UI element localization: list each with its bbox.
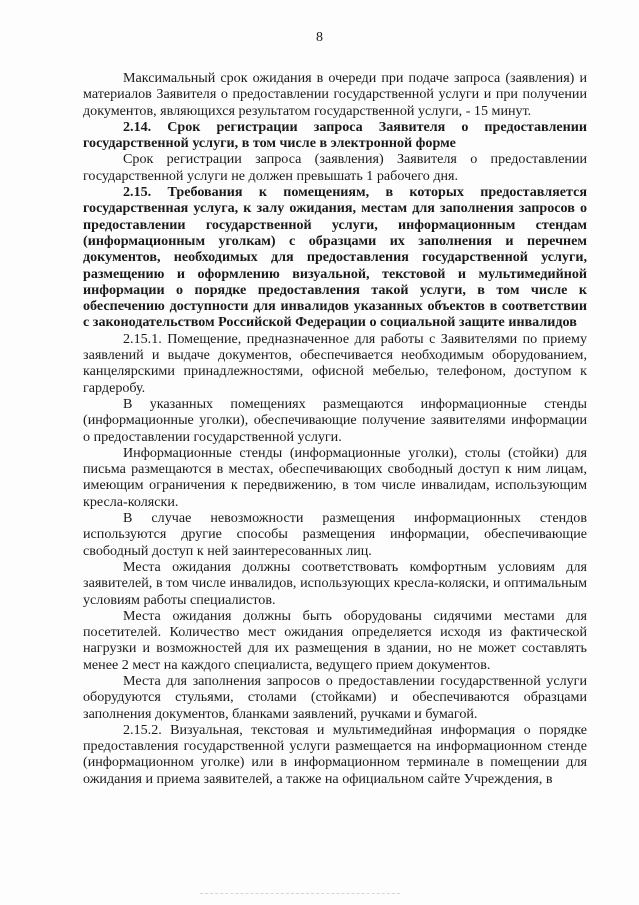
paragraph-waiting-seats: Места ожидания должны быть оборудованы сидячими местами для посетителей. Количество мест ожидания определяется исходя из фактической нагрузки и возможностей для их размещения в здании, но не может составлять менее 2 мест на каждого специалиста, ведущего прием документов. (83, 607, 587, 673)
paragraph-filling-places: Места для заполнения запросов о предоставлении государственной услуги оборудуются стульями, столами (стойками) и обеспечиваются образцами заполнения документов, бланками заявлений, ручками и бумагой. (83, 672, 587, 722)
heading-2-15: 2.15. Требования к помещениям, в которых предоставляется государственная услуга, к залу ожидания, местам для заполнения запросов о предоставлении государственной услуги, информационным стендам (информационным уголкам) с образцами их заполнения и перечнем документов, необходимых для предоставления государственной услуги, размещению и оформлению визуальной, текстовой и мультимедийной информации о порядке предоставления такой услуги, в том числе к обеспечению доступности для инвалидов указанных объектов в соответствии с законодательством Российской Федерации о социальной защите инвалидов (83, 184, 587, 331)
paragraph-max-wait-time: Максимальный срок ожидания в очереди при подаче запроса (заявления) и материалов Заявителя о предоставлении государственной услуги и при получении документов, являющихся результатом государственной услуги, - 15 минут. (83, 70, 587, 119)
scan-artifact-line (200, 893, 400, 898)
document-body (83, 70, 587, 787)
page-number: 8 (316, 30, 323, 45)
paragraph-info-stands: В указанных помещениях размещаются информационные стенды (информационные уголки), обеспечивающие получение заявителями информации о предоставлении государственной услуги. (83, 395, 587, 445)
paragraph-2-15-1: 2.15.1. Помещение, предназначенное для работы с Заявителями по приему заявлений и выдаче документов, обеспечивается необходимым оборудованием, канцелярскими принадлежностями, офисной мебелью, телефоном, доступом к гардеробу. (83, 330, 587, 396)
paragraph-registration-term: Срок регистрации запроса (заявления) Заявителя о предоставлении государственной услуги не должен превышать 1 рабочего дня. (83, 151, 587, 184)
paragraph-waiting-comfort: Места ожидания должны соответствовать комфортным условиям для заявителей, в том числе инвалидов, использующих кресла-коляски, и оптимальным условиям работы специалистов. (83, 558, 587, 608)
paragraph-2-15-2: 2.15.2. Визуальная, текстовая и мультимедийная информация о порядке предоставления государственной услуги размещается на информационном стенде (информационном уголке) или в информационном терминале в помещении для ожидания и приема заявителей, а также на официальном сайте Учреждения, в (83, 721, 587, 787)
paragraph-stands-placement: Информационные стенды (информационные уголки), столы (стойки) для письма размещаются в местах, обеспечивающих свободный доступ к ним лицам, имеющим ограничения к передвижению, в том числе инвалидам, использующим кресла-коляски. (83, 444, 587, 510)
paragraph-alternative-info: В случае невозможности размещения информационных стендов используются другие способы размещения информации, обеспечивающие свободный доступ к ней заинтересованных лиц. (83, 510, 587, 559)
heading-2-14: 2.14. Срок регистрации запроса Заявителя о предоставлении государственной услуги, в том числе в электронной форме (83, 118, 587, 152)
